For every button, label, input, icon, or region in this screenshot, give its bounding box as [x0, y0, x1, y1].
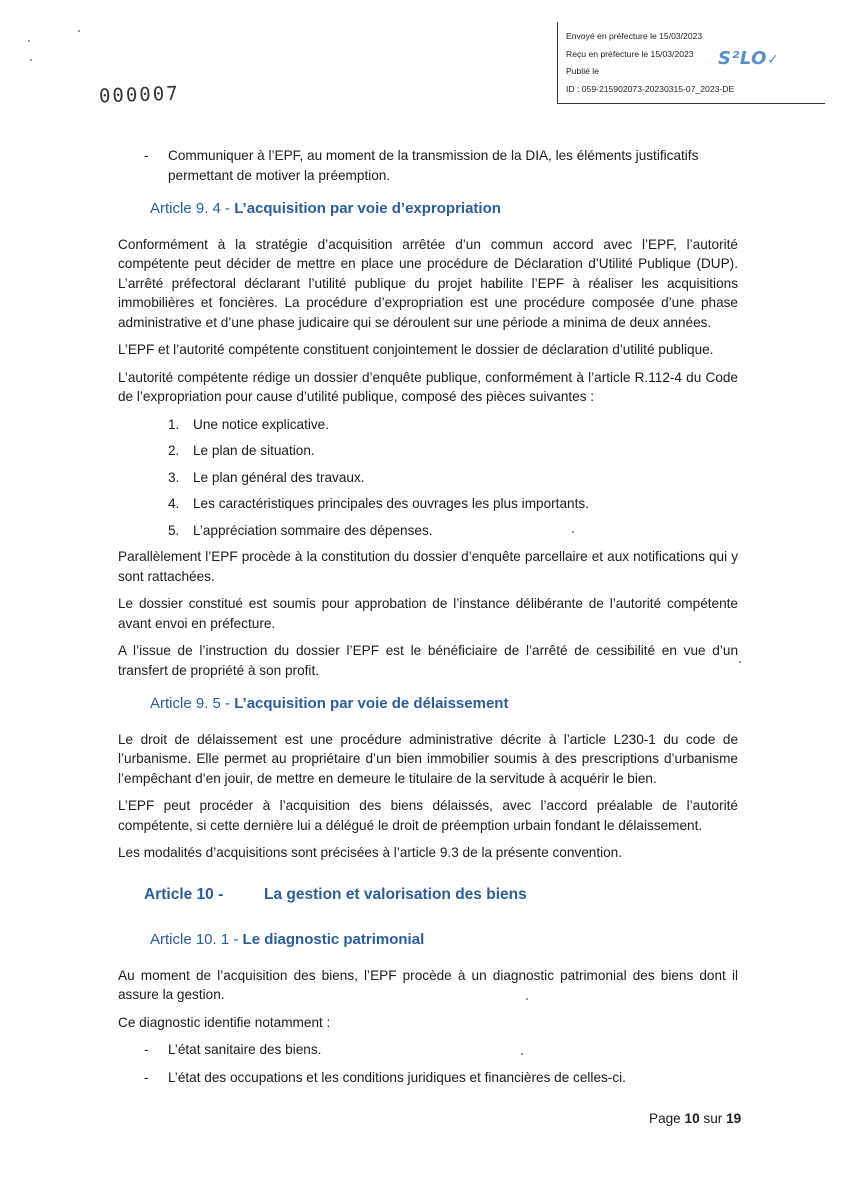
heading-article-9-5: Article 9. 5 - L’acquisition par voie de délaissement — [150, 695, 509, 712]
heading-article-10: Article 10 - La gestion et valorisation des biens — [144, 885, 527, 903]
list-item: - L’état des occupations et les conditions juridiques et financières de celles-ci. — [144, 1069, 626, 1085]
page-content — [118, 146, 738, 1097]
prefecture-stamp — [557, 22, 825, 104]
list-item: 3. Le plan général des travaux. — [168, 469, 365, 485]
list-item: - L’état sanitaire des biens. — [144, 1042, 322, 1057]
paragraph: Les modalités d’acquisitions sont précisées à l’article 9.3 de la présente convention. — [118, 845, 623, 860]
numbered-list — [118, 415, 738, 541]
paragraph: Le dossier constitué est soumis pour approbation de l’instance délibérante de l’autorité compétente avant envoi en préfecture. — [118, 596, 738, 631]
paragraph: Au moment de l’acquisition des biens, l’EPF procède à un diagnostic patrimonial des biens dont il assure la gestion. — [118, 967, 738, 1002]
paragraph: Conformément à la stratégie d’acquisition arrêtée d’un commun accord avec l’EPF, l’autorité compétente peut décider de mettre en place une procédure de Déclaration d’Utilité Publique (DUP). L’arrêté préfectoral déclarant l’utilité publique du projet habilite l’EPF à réaliser les acquisitions immobilières et foncières. La procédure d’expropriation est une procédure composée d’une phase administrative et d’une phase judicaire qui se déroulent sur une période a minima de deux années. — [118, 236, 738, 330]
list-item: 2. Le plan de situation. — [168, 443, 315, 458]
heading-article-9-4: Article 9. 4 - L’acquisition par voie d’expropriation — [150, 200, 501, 217]
paragraph: L’EPF et l’autorité compétente constituent conjointement le dossier de déclaration d’utilité publique. — [118, 342, 714, 357]
paragraph: Le droit de délaissement est une procédure administrative décrite à l’article L230-1 du code de l’urbanisme. Elle permet au propriétaire d’un bien immobilier soumis à des prescriptions d’urbanisme l’empêchant d’en jouir, de mettre en demeure le titulaire de la servitude à acquérir le bien. — [118, 731, 738, 786]
paragraph: Ce diagnostic identifie notamment : — [118, 1014, 331, 1030]
stamp-published: Publié le — [566, 66, 599, 76]
s2lo-logo: S²LO✓ — [718, 48, 780, 69]
heading-article-10-1: Article 10. 1 - Le diagnostic patrimonial — [150, 931, 425, 948]
stamp-sent: Envoyé en préfecture le 15/03/2023 — [566, 31, 703, 41]
page-number: Page 10 sur 19 — [649, 1111, 742, 1126]
list-item: - Communiquer à l’EPF, au moment de la transmission de la DIA, les éléments justificatifs permettant de motiver la préemption. — [144, 146, 738, 185]
list-item: 4. Les caractéristiques principales des ouvrages les plus importants. — [168, 496, 589, 511]
list-item: 1. Une notice explicative. — [168, 416, 330, 432]
paragraph: L’EPF peut procéder à l’acquisition des biens délaissés, avec l’accord préalable de l’autorité compétente, si cette dernière lui a délégué le droit de préemption urbain fondant le délaissement. — [118, 798, 738, 833]
paragraph: L’autorité compétente rédige un dossier d’enquête publique, conformément à l’article R.112-4 du Code de l’expropriation pour cause d’utilité publique, composé des pièces suivantes : — [118, 369, 738, 404]
paragraph: Parallèlement l’EPF procède à la constitution du dossier d’enquête parcellaire et aux notifications qui y sont rattachées. — [118, 549, 738, 584]
stamp-id: ID : 059-215902073-20230315-07_2023-DE — [566, 83, 735, 94]
list-item: 5. L’appréciation sommaire des dépenses. — [168, 522, 433, 538]
stamp-received: Reçu en préfecture le 15/03/2023 — [566, 48, 694, 59]
paragraph: A l’issue de l’instruction du dossier l’EPF est le bénéficiaire de l’arrêté de cessibilité en vue d’un transfert de propriété à son profit. — [118, 643, 738, 678]
reference-number: 000007 — [98, 82, 180, 108]
list-item-text: Communiquer à l’EPF, au moment de la transmission de la DIA, les éléments justificatifs permettant de motiver la préemption. — [168, 148, 699, 183]
